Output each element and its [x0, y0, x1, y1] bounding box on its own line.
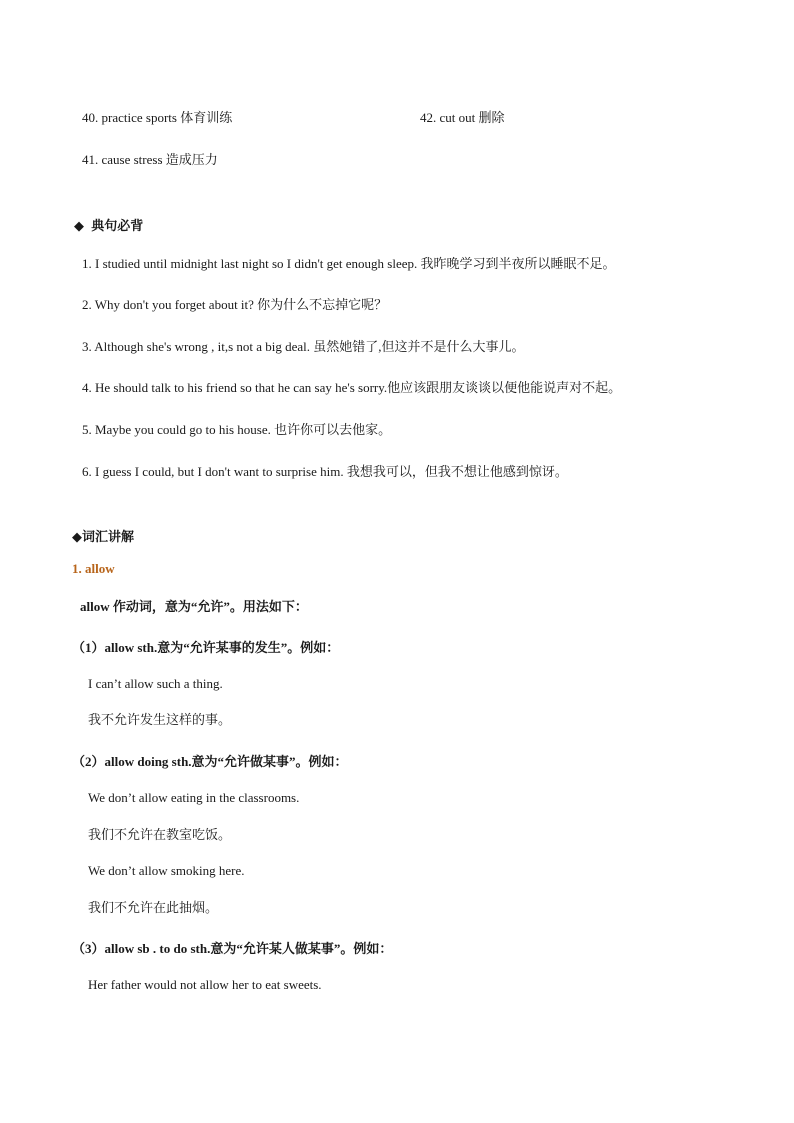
sentence-item: 6. I guess I could, but I don't want to surprise him. 我想我可以，但我不想让他感到惊讶。	[82, 464, 568, 479]
sentence-item: 1. I studied until midnight last night so I didn't get enough sleep. 我昨晚学习到半夜所以睡眠不足。	[82, 256, 616, 271]
diamond-icon: ◆	[74, 218, 84, 233]
phrase-42: 42. cut out 删除	[420, 110, 505, 125]
diamond-icon: ◆	[72, 529, 82, 544]
example-line: 我们不允许在教室吃饭。	[88, 827, 232, 842]
sentence-item: 5. Maybe you could go to his house. 也许你可以去他家。	[82, 422, 392, 437]
word-heading: 1. allow	[72, 561, 115, 576]
word-intro: allow 作动词，意为“允许”。用法如下：	[80, 599, 308, 614]
example-line: Her father would not allow her to eat sweets.	[88, 977, 322, 992]
example-line: We don’t allow smoking here.	[88, 863, 245, 878]
sentence-item: 3. Although she's wrong , it,s not a big deal. 虽然她错了,但这并不是什么大事儿。	[82, 339, 525, 354]
sentence-item: 4. He should talk to his friend so that he can say he's sorry.他应该跟朋友谈谈以便他能说声对不起。	[82, 380, 622, 395]
sentence-item: 2. Why don't you forget about it? 你为什么不忘掉它呢？	[82, 297, 388, 312]
section-heading-vocab	[72, 528, 134, 546]
phrase-41: 41. cause stress 造成压力	[82, 152, 218, 167]
usage-heading: （3）allow sb . to do sth.意为“允许某人做某事”。例如：	[72, 941, 393, 956]
example-line: 我们不允许在此抽烟。	[88, 900, 219, 915]
example-line: We don’t allow eating in the classrooms.	[88, 790, 300, 805]
section-heading-sentences	[74, 217, 143, 235]
phrase-40: 40. practice sports 体育训练	[82, 110, 233, 125]
section-title: 词汇讲解	[82, 529, 135, 544]
example-line: 我不允许发生这样的事。	[88, 712, 232, 727]
example-line: I can’t allow such a thing.	[88, 676, 223, 691]
usage-heading: （2）allow doing sth.意为“允许做某事”。例如：	[72, 754, 348, 769]
usage-heading: （1）allow sth.意为“允许某事的发生”。例如：	[72, 640, 340, 655]
section-title: 典句必背	[91, 218, 144, 233]
